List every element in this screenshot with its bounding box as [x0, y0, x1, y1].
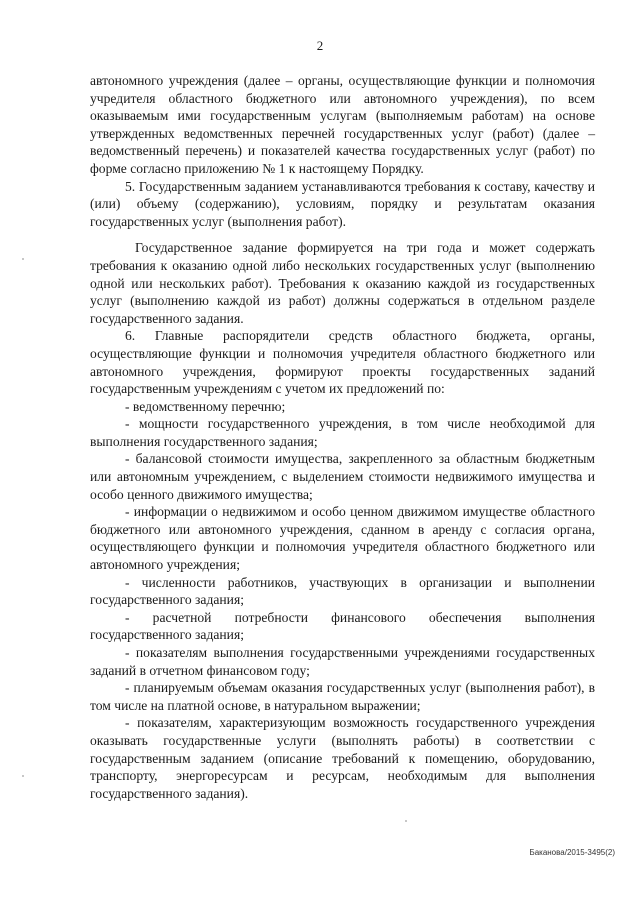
paragraph-item-5: 5. Государственным заданием устанавливаются требования к составу, качеству и (или) объему (содержанию), условиям, порядку и результатам оказания государственных услуг (выполнения работ).	[90, 178, 595, 229]
paragraph-item-6: 6. Главные распорядители средств областного бюджета, органы, осуществляющие функции и полномочия учредителя областного бюджетного или автономного учреждения, формируют проекты государственных заданий государственным учреждениям с учетом их предложений по:	[90, 328, 595, 397]
list-item-capability-indicators: - показателям, характеризующим возможность государственного учреждения оказывать государственные услуги (выполнять работы) в соответствии с государственным заданием (описание требований к помещению, оборудованию, транспорту, энергоресурсам и ресурсам, необходимым для выполнения государственного задания).	[90, 715, 595, 801]
paragraph-1: автономного учреждения (далее – органы, осуществляющие функции и полномочия учредителя областного бюджетного или автономного учреждения), по всем оказываемым ими государственным услугам (выполняемым работам) на основе утвержденных ведомственных перечней государственных услуг (работ) (далее – ведомственный перечень) и показателей качества государственных услуг (работ) по форме согласно приложению № 1 к настоящему Порядку.	[90, 73, 595, 176]
list-item-financial-need: - расчетной потребности финансового обеспечения выполнения государственного задания;	[90, 609, 595, 643]
scan-speck	[22, 775, 24, 777]
list-item-departmental-list: - ведомственному перечню;	[125, 398, 286, 414]
list-item-performance: - показателям выполнения государственными учреждениями государственных заданий в отчетном финансовом году;	[90, 645, 595, 678]
scan-speck	[405, 820, 407, 822]
document-body	[90, 72, 595, 802]
list-item-leased-property: - информации о недвижимом и особо ценном движимом имуществе областного бюджетного или автономного учреждения, сданном в аренду с согласия органа, осуществляющего функции и полномочия учредителя областного бюджетного или автономного учреждения;	[90, 504, 595, 573]
list-item-capacity: - мощности государственного учреждения, в том числе необходимой для выполнения государственного задания;	[90, 416, 595, 449]
list-item-book-value: - балансовой стоимости имущества, закрепленного за областным бюджетным или автономным учреждением, с выделением стоимости недвижимого имущества и особо ценного движимого имущества;	[90, 451, 595, 502]
scan-speck	[22, 258, 24, 260]
paragraph-task-term: Государственное задание формируется на три года и может содержать требования к оказанию одной либо нескольких государственных услуг (выполнению одной или нескольких работ). Требования к оказанию каждой из государственных услуг (выполнению каждой из работ) должны содержаться в отдельном разделе государственного задания.	[90, 240, 595, 326]
list-item-staff-count: - численности работников, участвующих в организации и выполнении государственного задания;	[90, 574, 595, 608]
document-code-footer: Баканова/2015-3495(2)	[529, 848, 615, 857]
list-item-planned-volumes: - планируемым объемам оказания государственных услуг (выполнения работ), в том числе на платной основе, в натуральном выражении;	[90, 680, 595, 713]
page-number: 2	[316, 38, 324, 53]
